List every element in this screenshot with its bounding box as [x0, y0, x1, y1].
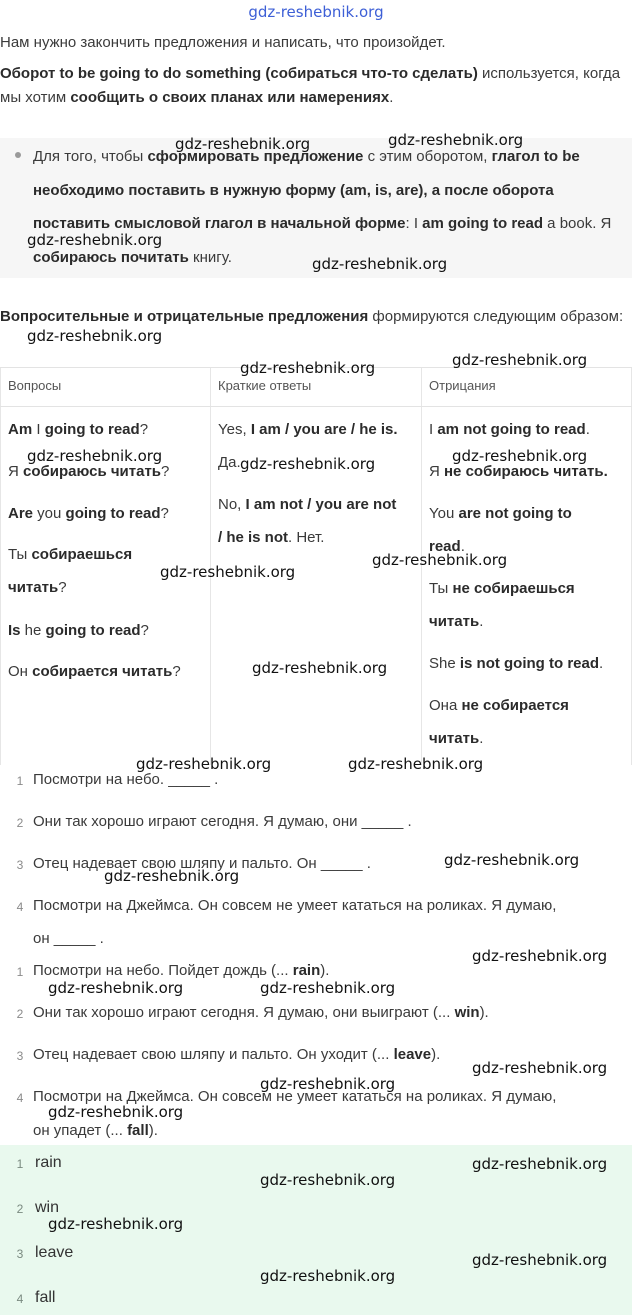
translation-number: 1 — [16, 965, 24, 979]
translation-text-line2 — [33, 1119, 625, 1143]
bullet-bold-3: am going to read — [422, 215, 544, 232]
rule-bold-2: сообщить о своих планах или намерениях — [70, 89, 390, 106]
watermark-text: gdz-reshebnik.org — [348, 755, 484, 773]
q2-ru-line2 — [8, 578, 67, 598]
answer-number: 4 — [16, 1292, 24, 1306]
watermark-text: gdz-reshebnik.org — [48, 1215, 184, 1233]
bullet-bold-4: собираюсь почитать — [33, 248, 189, 266]
q3-is: Is — [8, 622, 21, 639]
task-text: Посмотри на небо. _____ . — [33, 771, 219, 788]
bullet-bold-1: сформировать предложение — [147, 148, 364, 165]
bullet-text-3: : I — [405, 215, 423, 232]
n3-ru-pronoun: Она — [429, 697, 462, 714]
bullet-text-5: книгу. — [188, 248, 232, 266]
rule-bullet-text — [33, 140, 618, 274]
n2-dot: . — [460, 538, 465, 555]
watermark-text: gdz-reshebnik.org — [472, 1251, 608, 1269]
translation-body: Посмотри на небо. Пойдет дождь (... — [33, 962, 293, 979]
a1-bold: I am / you are / he is. — [250, 421, 398, 438]
watermark-text: gdz-reshebnik.org — [260, 979, 396, 997]
n3-bold: is not going to read — [459, 655, 600, 672]
translation-number: 2 — [16, 1007, 24, 1021]
n3-ru-line2 — [429, 729, 483, 749]
bullet-dot-icon — [15, 152, 21, 158]
bullet-text-1: Для того, чтобы — [33, 148, 148, 165]
translation-number: 4 — [16, 1091, 24, 1105]
watermark-text: gdz-reshebnik.org — [372, 551, 508, 569]
watermark-text: gdz-reshebnik.org — [388, 131, 524, 149]
q1-ru-mark: ? — [161, 463, 170, 480]
watermark-text: gdz-reshebnik.org — [240, 455, 376, 473]
q2-ru-mark: ? — [58, 579, 67, 596]
answer-text: fall — [35, 1289, 56, 1306]
watermark-text: gdz-reshebnik.org — [27, 327, 163, 345]
watermark-text: gdz-reshebnik.org — [472, 947, 608, 965]
translation-body: он упадет (... — [33, 1122, 128, 1139]
q1-pronoun: I — [32, 421, 45, 438]
watermark-text: gdz-reshebnik.org — [136, 755, 272, 773]
translation-body: Они так хорошо играют сегодня. Я думаю, они выиграют (... — [33, 1004, 455, 1021]
a2-no: No, — [218, 496, 246, 513]
watermark-text: gdz-reshebnik.org — [260, 1075, 396, 1093]
n3-ru-dot: . — [479, 730, 484, 747]
watermark-text: gdz-reshebnik.org — [27, 231, 163, 249]
n2-ru-pronoun: Ты — [429, 580, 453, 597]
q2-ru-pronoun: Ты — [8, 546, 32, 563]
n2-ru-line1 — [429, 579, 575, 599]
q1-mark: ? — [139, 421, 149, 438]
a2-bold2: / he is not — [218, 529, 289, 546]
n3-en — [429, 654, 603, 674]
intro-text: Нам нужно закончить предложения и написать, что произойдет. — [0, 34, 446, 51]
watermark-text: gdz-reshebnik.org — [452, 447, 588, 465]
watermark-text: gdz-reshebnik.org — [175, 135, 311, 153]
n3-ru-bold2: читать — [429, 730, 480, 747]
q2-en — [8, 504, 169, 524]
task-text-line2: он _____ . — [33, 930, 104, 947]
q3-ru — [8, 662, 181, 682]
rule-paragraph — [0, 62, 630, 110]
translation-answer: win — [454, 1004, 480, 1021]
answer-number: 3 — [16, 1247, 24, 1261]
grammar-table — [0, 367, 632, 765]
n1-en — [429, 420, 590, 440]
n2-pronoun: You — [429, 505, 459, 522]
watermark-text: gdz-reshebnik.org — [312, 255, 448, 273]
answer-text: win — [35, 1199, 60, 1216]
translation-body: Отец надевает свою шляпу и пальто. Он уходит (... — [33, 1046, 394, 1063]
watermark-text: gdz-reshebnik.org — [472, 1155, 608, 1173]
rule-bold-1: Оборот to be going to do something (собираться что-то сделать) — [0, 65, 478, 82]
watermark-text: gdz-reshebnik.org — [260, 1267, 396, 1285]
watermark-text: gdz-reshebnik.org — [452, 351, 588, 369]
n2-bold2: read — [429, 538, 461, 555]
q2-pronoun: you — [33, 505, 66, 522]
a2-ru: . Нет. — [288, 529, 325, 546]
n1-bold: am not going to read — [437, 421, 586, 438]
n1-pronoun: I — [429, 421, 438, 438]
a1-yes: Yes, — [218, 421, 251, 438]
n3-pronoun: She — [429, 655, 460, 672]
watermark-text: gdz-reshebnik.org — [444, 851, 580, 869]
bullet-text-4: a book. Я — [543, 215, 612, 232]
q1-verb: going to read — [44, 421, 140, 438]
answer-number: 1 — [16, 1157, 24, 1171]
n3-ru-bold: не собирается — [461, 697, 569, 714]
n2-ru-bold2: читать — [429, 613, 480, 630]
task-text: Они так хорошо играют сегодня. Я думаю, они _____ . — [33, 813, 412, 830]
watermark-text: gdz-reshebnik.org — [260, 1171, 396, 1189]
translation-end: ). — [431, 1046, 441, 1063]
q3-ru-mark: ? — [172, 663, 181, 680]
translation-number: 3 — [16, 1049, 24, 1063]
a2-en-line2 — [218, 528, 324, 548]
q2-ru-verb2: читать — [8, 579, 59, 596]
n1-ru — [429, 462, 608, 482]
watermark-text: gdz-reshebnik.org — [240, 359, 376, 377]
a1-en — [218, 420, 398, 440]
q1-en — [8, 420, 148, 440]
n3-ru-line1 — [429, 696, 569, 716]
site-header-link[interactable]: gdz-reshebnik.org — [248, 3, 384, 21]
q3-ru-verb: собирается читать — [32, 663, 173, 680]
bullet-text-2: с этим оборотом, — [363, 148, 492, 165]
n3-dot: . — [599, 655, 604, 672]
n2-ru-bold: не собираешься — [452, 580, 575, 597]
translation-end: ). — [148, 1122, 158, 1139]
q2-verb: going to read — [65, 505, 161, 522]
header-answers: Краткие ответы — [210, 367, 421, 407]
q3-ru-pronoun: Он — [8, 663, 33, 680]
translation-end: ). — [479, 1004, 489, 1021]
translation-answer: rain — [292, 962, 321, 979]
task-text: Отец надевает свою шляпу и пальто. Он _____ . — [33, 855, 371, 872]
q3-mark: ? — [140, 622, 149, 639]
translation-end: ). — [320, 962, 330, 979]
translation-answer: leave — [393, 1046, 432, 1063]
q1-ru — [8, 462, 169, 482]
watermark-text: gdz-reshebnik.org — [160, 563, 296, 581]
watermark-text: gdz-reshebnik.org — [472, 1059, 608, 1077]
header-negations: Отрицания — [421, 367, 632, 407]
header-questions: Вопросы — [0, 367, 210, 407]
n1-dot: . — [585, 421, 590, 438]
task-text-line1: Посмотри на Джеймса. Он совсем не умеет кататься на роликах. Я думаю, — [33, 897, 557, 914]
watermark-text: gdz-reshebnik.org — [27, 447, 163, 465]
n2-ru-dot: . — [479, 613, 484, 630]
questions-text: формируются следующим образом: — [368, 308, 624, 325]
a2-bold: I am not / you are not — [245, 496, 397, 513]
q3-verb: going to read — [45, 622, 141, 639]
q3-en — [8, 621, 149, 641]
questions-paragraph — [0, 305, 625, 329]
questions-bold: Вопросительные и отрицательные предложения — [0, 308, 369, 325]
answer-text: leave — [35, 1244, 74, 1261]
translation-text-line1: Посмотри на Джеймса. Он совсем не умеет кататься на роликах. Я думаю, — [33, 1088, 557, 1105]
q1-ru-verb: собираюсь читать — [23, 463, 162, 480]
q3-pronoun: he — [20, 622, 46, 639]
watermark-text: gdz-reshebnik.org — [104, 867, 240, 885]
n2-en-line1 — [429, 504, 572, 524]
translation-text — [33, 996, 625, 1030]
rule-end: . — [389, 89, 394, 106]
q2-ru-verb: собираешься — [31, 546, 133, 563]
n2-bold: are not going to — [458, 505, 572, 522]
n2-ru-line2 — [429, 612, 483, 632]
answer-number: 2 — [16, 1202, 24, 1216]
watermark-text: gdz-reshebnik.org — [252, 659, 388, 677]
watermark-text: gdz-reshebnik.org — [48, 1103, 184, 1121]
task-number: 2 — [16, 816, 24, 830]
answer-text: rain — [35, 1154, 62, 1171]
n1-ru-pronoun: Я — [429, 463, 444, 480]
n1-ru-bold: не собираюсь читать. — [444, 463, 608, 480]
q2-are: Are — [8, 505, 34, 522]
a2-en-line1 — [218, 495, 396, 515]
q1-ru-pronoun: Я — [8, 463, 23, 480]
translation-answer: fall — [127, 1122, 149, 1139]
bullet-bold-2: глагол to be необходимо поставить в нужную форму (am, is, are), а после оборота поставить смысловой глагол в начальной форме — [33, 148, 580, 232]
task-number: 1 — [16, 774, 24, 788]
q2-mark: ? — [160, 505, 169, 522]
task-number: 3 — [16, 858, 24, 872]
rule-text-1: используется, когда мы хотим — [0, 65, 621, 106]
watermark-text: gdz-reshebnik.org — [48, 979, 184, 997]
q2-ru-line1 — [8, 545, 132, 565]
a1-ru: Да. — [218, 454, 241, 471]
q1-am: Am — [8, 421, 33, 438]
task-number: 4 — [16, 900, 24, 914]
